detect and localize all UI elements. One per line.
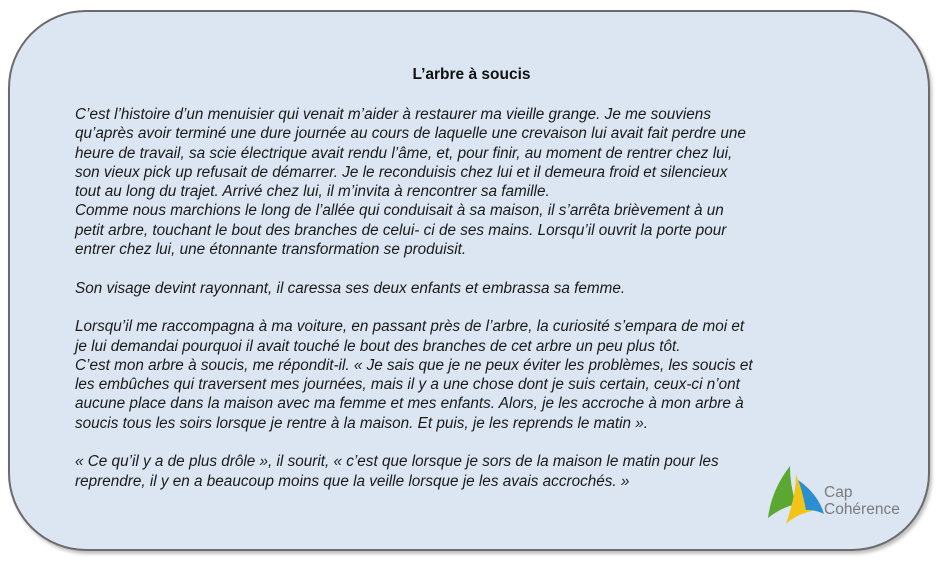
paragraph-4: « Ce qu’il y a de plus drôle », il sourit, « c’est que lorsque je sors de la maison le matin pour les reprendre, il y en a beaucoup moins que la veille lorsque je les avais accrochés. »	[75, 453, 719, 490]
paragraph-3: Lorsqu’il me raccompagna à ma voiture, en passant près de l’arbre, la curiosité s’empara de moi et je lui demandai pourquoi il avait touché le bout des branches de cet arbre un peu plus tôt. C’est mon arbre à soucis, me répondit-il. « Je sais que je ne peux éviter les problèmes, les soucis et les embûches qui traversent mes journées, mais il y a une chose dont je suis certain, ceux-ci n’ont aucune place dans la maison avec ma femme et mes enfants. Alors, je les accroche à mon arbre à soucis tous les soirs lorsque je rentre à la maison. Et puis, je les reprends le matin ».	[75, 318, 753, 432]
logo-line-cap: Cap	[824, 484, 853, 501]
logo-text	[824, 484, 900, 518]
story-body	[75, 105, 895, 491]
logo-line-coherence: Cohérence	[824, 501, 900, 518]
paragraph-spacer	[75, 433, 895, 452]
paragraph-spacer	[75, 298, 895, 317]
cap-coherence-logo	[766, 462, 936, 528]
paragraph-1: C’est l’histoire d’un menuisier qui venait m’aider à restaurer ma vieille grange. Je me souviens qu’après avoir terminé une dure journée au cours de laquelle une crevaison lui avait fait perdre une heure de travail, sa scie électrique avait rendu l’âme, et, pour finir, au moment de rentrer chez lui, son vieux pick up refusait de démarrer. Je le reconduisis chez lui et il demeura froid et silencieux tout au long du trajet. Arrivé chez lui, il m’invita à rencontrer sa famille. Comme nous marchions le long de l’allée qui conduisait à sa maison, il s’arrêta brièvement à un petit arbre, touchant le bout des branches de celui- ci de ses mains. Lorsqu’il ouvrit la porte pour entrer chez lui, une étonnante transformation se produisit.	[75, 106, 746, 259]
sail-logo-icon	[766, 462, 826, 528]
paragraph-spacer	[75, 259, 895, 278]
paragraph-2: Son visage devint rayonnant, il caressa ses deux enfants et embrassa sa femme.	[75, 279, 626, 297]
document-title: L’arbre à soucis	[412, 66, 531, 83]
